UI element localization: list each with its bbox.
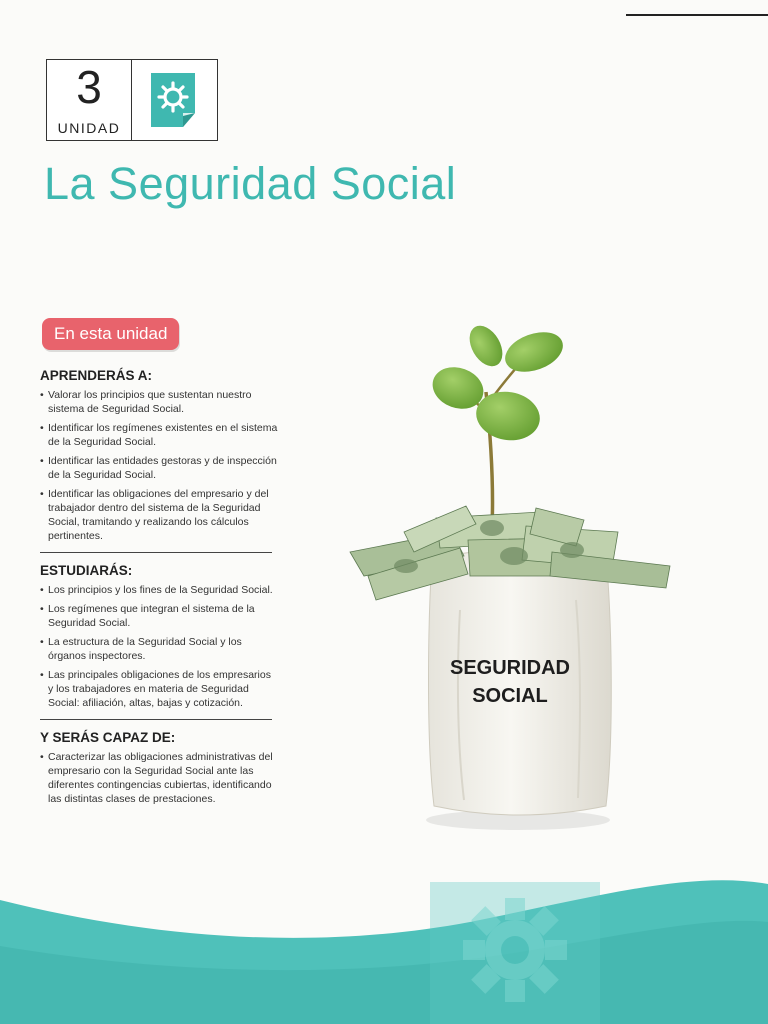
section-heading: ESTUDIARÁS: [40,563,133,578]
page-title: La Seguridad Social [44,158,457,209]
unit-summary-badge: En esta unidad [42,318,179,350]
list-item: • Las principales obligaciones de los empresarios y los trabajadores en materia de Seguridad Social: afiliación, altas, bajas y cotización. [40,668,278,710]
bag-label-line2: SOCIAL [472,685,548,707]
list-item: • Valorar los principios que sustentan nuestro sistema de Seguridad Social. [40,388,278,416]
list-item: • Los regímenes que integran el sistema de la Seguridad Social. [40,602,278,630]
list-item: • Identificar las entidades gestoras y de inspección de la Seguridad Social. [40,454,278,482]
top-rule [626,14,768,16]
plant-bag-illustration [340,320,680,840]
unit-number-cell [47,60,132,140]
money-bag-plant-image [340,320,680,840]
section-study [34,563,278,710]
divider [40,719,272,720]
list-item: • La estructura de la Seguridad Social y los órganos inspectores. [40,635,278,663]
bullet-list [34,750,278,806]
section-learn [34,368,278,543]
section-capable [34,730,278,806]
unit-icon-cell [132,60,217,140]
list-item: • Identificar las obligaciones del empresario y del trabajador dentro del sistema de la Seguridad Social, tramitando y realizando los cálculos pertinentes. [40,487,278,543]
section-heading: APRENDERÁS A: [40,368,153,383]
bullet-list [34,388,278,543]
unit-number: 3 [76,61,102,113]
divider [40,552,272,553]
list-item: • Caracterizar las obligaciones administrativas del empresario con la Seguridad Social ante las diferentes contingencias cubiertas, identificando las distintas clases de prestaciones. [40,750,278,806]
gear-icon [463,898,567,1002]
bullet-list [34,583,278,710]
section-heading: Y SERÁS CAPAZ DE: [40,730,176,745]
list-item: • Identificar los regímenes existentes en el sistema de la Seguridad Social. [40,421,278,449]
bag-label-line1: SEGURIDAD [449,657,570,679]
footer-wave [0,860,768,1024]
list-item: • Los principios y los fines de la Seguridad Social. [40,583,278,597]
gear-document-icon [147,69,203,131]
unit-header [46,59,218,141]
objectives-column [34,368,278,811]
bag-label [340,654,680,710]
unit-label: UNIDAD [57,120,121,136]
